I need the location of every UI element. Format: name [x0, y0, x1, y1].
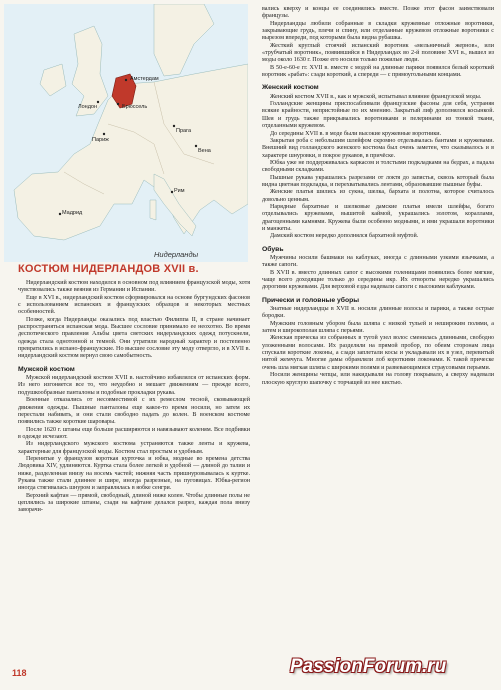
paragraph: Нидерландский костюм находился в основном под влиянием французской моды, хотя чувствовались также веяния из Германии и Испании.	[18, 280, 250, 294]
paragraph: Мужским головным убором была шляпа с низкой тульей и нешироким полями, а затем и широкополая шляпа с перьями.	[262, 320, 494, 335]
right-column	[262, 6, 494, 387]
map-label-vienna: Вена	[198, 148, 211, 154]
paragraph: Перенятые у французов короткая курточка и юбка, модные во времена детства Людовика XIV, удлиняются. Куртка стала более легкой и удобной — длиной до талии и ниже, разделенная внизу на восемь частей; нижняя часть пришнуровывалась к куртке. Рукава также стали длиннее и шире, иногда разрезные, на пуговицах. Юбка-регион иногда стягивалась шнуром и заправлялась в яобке сенгри.	[18, 455, 250, 492]
paragraph: Юбка уже не поддерживалась каркасом и толстыми подкладками на бедрах, а падала свободными складками.	[262, 159, 494, 174]
paragraph: Голландские женщины приспосабливали французские фасоны для себя, устраняя всякие крайности, непристойные по их мнению. Закрытый лиф дополнялся косынкой. Шея и грудь также прикрывались воротниками и пелеринами из тонкой ткани, отделанными кружевом.	[262, 101, 494, 130]
map-label-prague: Прага	[176, 128, 192, 134]
paragraph: вались кверху и концы ее соединялись вместе. Позже этот фасон заимствовали французы.	[262, 6, 494, 20]
paragraph: Знатные нидерландцы в XVII в. носили длинные волосы и парики, а также острые бородки.	[262, 306, 494, 320]
paragraph: Женская прическа из собранных в тугой узел волос сменилась длинными, свободно уложенными волосами. Их разделяли на прямой пробор, по обеим сторонам лица спускали короткие локоны, а сзади заплетали косы и укладывали их в узел, перевитый нитой жемчуга. Многие дамы обрамляли лоб короткими локонами. К такой прическе очень шла мягкая шляпа с широкими полями и развевающимися страусовыми перьями.	[262, 335, 494, 371]
paragraph: В XVII в. вместо длинных сапог с высокими голенищами появились более мягкие, чаще всего доходящие только до середины икр. Их отвороты нередко украшались дорогими кружевами. Для верховой езды надевали сапоги с высокими каблуками.	[262, 269, 494, 291]
paragraph: Закрытая роба с небольшим шлейфом скромно отделывалась бантами и кружевами. Внешний вид голландского женского костюма был очень заметен, что сказывалось и в характере шнуровки, в покрое рукавов, в причёске.	[262, 137, 494, 159]
paragraph: В 50-е-60-е гг. XVII в. вместе с модой на длинные парики появился белый короткий воротник «рабат»: сзади короткий, а спереди — с прямоугольными концами.	[262, 64, 494, 79]
paragraph: Женский костюм XVII в., как и мужской, испытывал влияние французской моды.	[270, 93, 482, 100]
map-caption: Нидерланды	[154, 250, 199, 259]
paragraph: Мужской нидерландский костюм XVII в. настойчиво избавлялся от испанских форм. Из него изгоняется все то, что неудобно и мешает движениям — прежде всего, подушкообразные панталоны и подобные прокладки рукава.	[18, 375, 250, 396]
paragraph: Дамский костюм нередко дополнялся бархатной муфтой.	[270, 233, 419, 240]
paragraph: Носили женщины чепцы, или накидывали на голову покрывало, а сверху надевали плоскую круглую шапочку с торчащей из нее кистью.	[262, 372, 494, 386]
map-label-amsterdam: Амстердам	[130, 76, 159, 82]
section-heading-footwear: Обувь	[262, 245, 284, 253]
map-svg	[4, 4, 248, 262]
map-label-paris: Париж	[92, 137, 109, 143]
paragraph: Верхний кафтан — прямой, свободный, длиной ниже колен. Чтобы длинные полы не цеплялись за широкие штаны, сзади на кафтане делался разрез, каждая пола внизу заворачи-	[18, 492, 250, 514]
paragraph: Из нидерландского мужского костюма устраняются также ленты и кружева, характерные для французской моды. Костюм стал простым и удобным.	[18, 441, 250, 455]
map-label-london: Лондон	[78, 104, 98, 110]
map-label-madrid: Мадрид	[62, 210, 83, 216]
section-heading-hairstyles: Прически и головные уборы	[262, 296, 360, 304]
paragraph: До середины XVII в. в моде были высокие кружевные воротники.	[270, 130, 442, 137]
paragraph: Женские платья шились из сукна, шелка, бархата и полотна, которое считалось довольно ценным.	[262, 189, 494, 203]
section-heading-womens-costume: Женский костюм	[262, 84, 319, 92]
page-title: КОСТЮМ НИДЕРЛАНДОВ XVII в.	[18, 263, 199, 275]
paragraph: После 1620 г. штаны еще больше расширяются и навязывают коленям. Все подбивки в одежде исчезают.	[18, 426, 250, 440]
paragraph: Жесткий круглый стоячий испанский воротник «мельничный жернов», или «трубчатый воротник», появившийся в Нидерландах во 2-й половине XVI в., вышел из моды около 1630 г. Позже его носили только пожилые люди.	[262, 42, 494, 64]
paragraph: Еще в XVI в., нидерландский костюм сформировался на основе бургундских фасонов с использованием испанских и французских образцов и некоторых местных особенностей.	[18, 294, 250, 316]
paragraph: Нарядные бархатные и шелковые дамские платья имели шлейфы, богато отделывались кружевами, вышитой каймой, украшались золотом, кораллами, драгоценными камнями. Кружева были особенно модными, и ими украшали воротники и манжеты.	[262, 203, 494, 232]
paragraph: Военные отказались от несовместимой с их ремеслом тесной, сковывающей движения одежды. Пышные панталоны еще какое-то время носили, но затем их перестали набивать, и они стали свободно падать до колен. В военском костюме появились также короткие шаровары.	[18, 397, 250, 426]
paragraph: Позже, когда Нидерланды оказались под властью Филиппа II, в стране начинает распространяться испанская мода. Высшее сословие принимало ее неохотно. Во время деспотического правления Альбы цвета светских нидерландских одежд потускнели, одежда стала однотонной и темной. Они утратили народный характер и постепенно превратились в испано-французские. Но высшее сословие эту моду отвергло, и в XVII в. нидерландский костюм вернул свою самобытность.	[18, 316, 250, 360]
map-label-brussels: Брюссель	[122, 104, 148, 110]
left-column	[18, 280, 250, 515]
watermark: PassionForum.ru	[290, 656, 447, 677]
paragraph: Пышные рукава украшались разрезами от локтя до запястья, сквозь который была видна цветная подкладка, и перехватывались лентами, образовавшие пышные буфы.	[262, 174, 494, 188]
map-label-rome: Рим	[174, 188, 185, 194]
page-number: 118	[12, 668, 27, 678]
europe-map	[4, 4, 248, 262]
paragraph: Мужчины носили башмаки на каблуках, иногда с длинными узкими язычками, а также сапоги.	[262, 255, 494, 269]
section-heading-mens-costume: Мужской костюм	[18, 365, 75, 373]
paragraph: Нидерландцы любили собранные в складки кружевные отложные воротники, закрывающие грудь, плечи и спину, или отделанные кружевом отложные воротники с вырезом впереди, под которыми была видна рубашка.	[262, 20, 494, 42]
